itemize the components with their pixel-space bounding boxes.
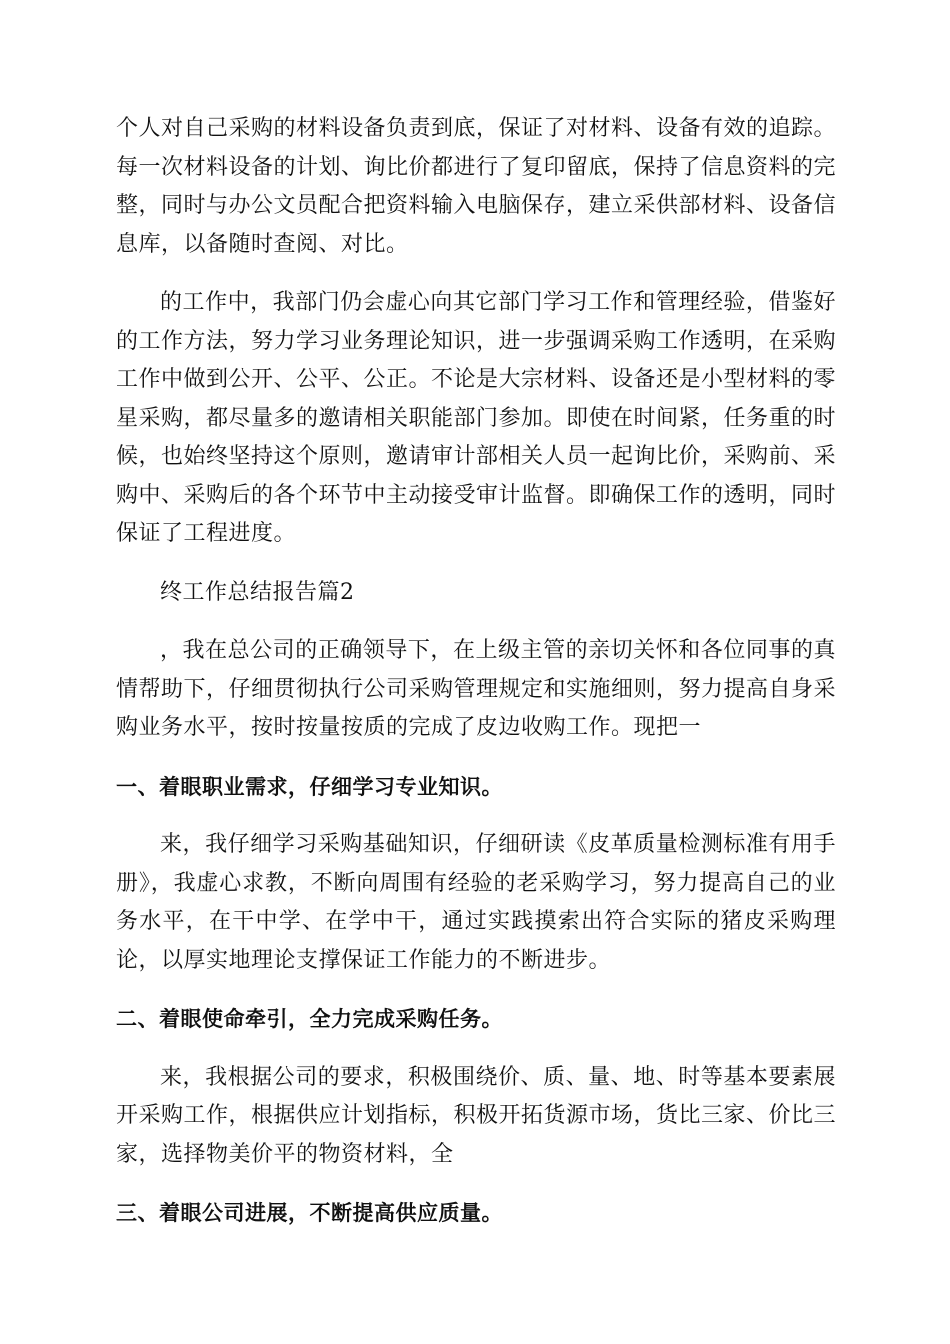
heading-one: 一、着眼职业需求，仔细学习专业知识。 [116, 774, 503, 799]
paragraph-material-tracking: 个人对自己采购的材料设备负责到底，保证了对材料、设备有效的追踪。每一次材料设备的计划、询比价都进行了复印留底，保持了信息资料的完整，同时与办公文员配合把资料输入电脑保存，建立采供部材料、设备信息库，以备随时查阅、对比。 [116, 116, 837, 257]
heading-two: 二、着眼使命牵引，全力完成采购任务。 [116, 1007, 503, 1031]
document-body [116, 110, 836, 1253]
paragraph-work-plan: 的工作中，我部门仍会虚心向其它部门学习工作和管理经验，借鉴好的工作方法，努力学习业务理论知识，进一步强调采购工作透明，在采购工作中做到公开、公平、公正。不论是大宗材料、设备还是小型材料的零星采购，都尽量多的邀请相关职能部门参加。即使在时间紧，任务重的时候，也始终坚持这个原则，邀请审计部相关人员一起询比价，采购前、采购中、采购后的各个环节中主动接受审计监督。即确保工作的透明，同时保证了工程进度。 [116, 290, 837, 546]
paragraph-procurement: 来，我根据公司的要求，积极围绕价、质、量、地、时等基本要素展开采购工作，根据供应计划指标，积极开拓货源市场，货比三家、价比三家，选择物美价平的物资材料，全 [116, 1064, 837, 1167]
heading-three: 三、着眼公司进展，不断提高供应质量。 [116, 1201, 503, 1225]
section-subtitle: 终工作总结报告篇2 [160, 579, 355, 605]
paragraph-study: 来，我仔细学习采购基础知识，仔细研读《皮革质量检测标准有用手册》，我虚心求教，不断向周围有经验的老采购学习，努力提高自己的业务水平，在干中学、在学中干，通过实践摸索出符合实际的猪皮采购理论，以厚实地理论支撑保证工作能力的不断进步。 [116, 832, 836, 973]
paragraph-introduction: ，我在总公司的正确领导下，在上级主管的亲切关怀和各位同事的真情帮助下，仔细贯彻执行公司采购管理规定和实施细则，努力提高自身采购业务水平，按时按量按质的完成了皮边收购工作。现把一 [116, 638, 837, 740]
